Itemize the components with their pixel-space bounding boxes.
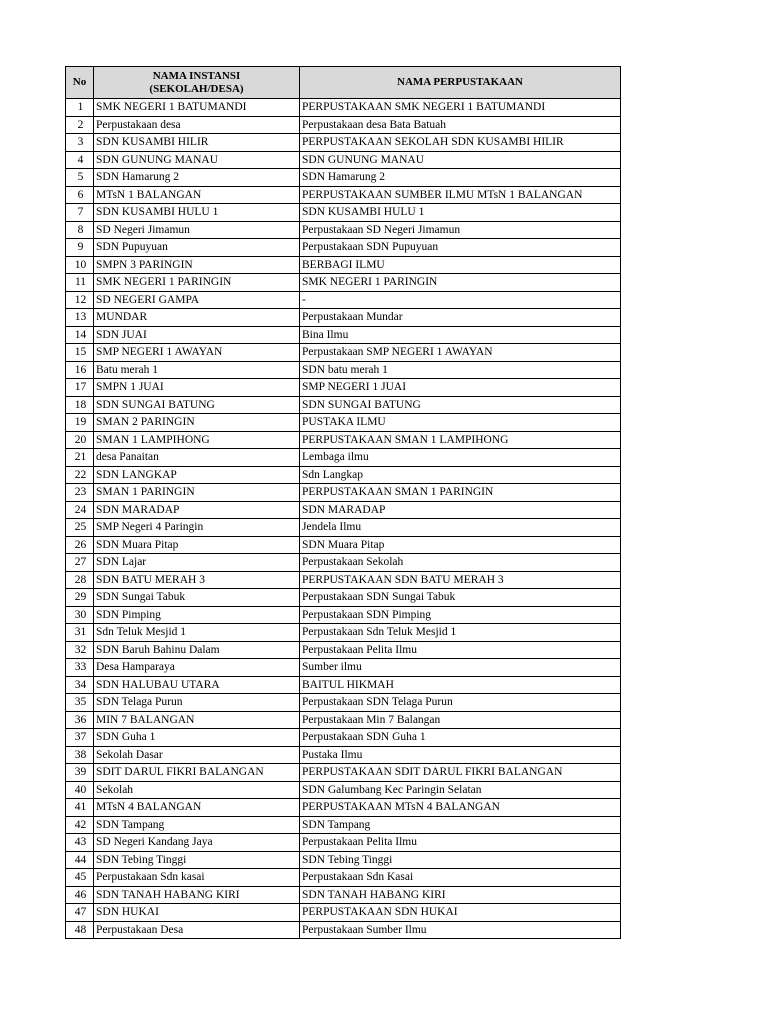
row-number: 22 <box>66 466 94 484</box>
table-row <box>66 309 621 327</box>
header-library: NAMA PERPUSTAKAAN <box>300 67 621 99</box>
institution-cell: SD Negeri Jimamun <box>94 221 300 239</box>
table-row <box>66 834 621 852</box>
library-cell: BERBAGI ILMU <box>300 256 621 274</box>
institution-cell: SDN HUKAI <box>94 904 300 922</box>
table-row <box>66 641 621 659</box>
institution-cell: SDN TANAH HABANG KIRI <box>94 886 300 904</box>
institution-cell: SDN Telaga Purun <box>94 694 300 712</box>
institution-cell: Sekolah Dasar <box>94 746 300 764</box>
institution-cell: SMAN 2 PARINGIN <box>94 414 300 432</box>
library-cell: PERPUSTAKAAN SUMBER ILMU MTsN 1 BALANGAN <box>300 186 621 204</box>
table-row <box>66 606 621 624</box>
institution-cell: SMK NEGERI 1 BATUMANDI <box>94 99 300 117</box>
table-row <box>66 396 621 414</box>
institution-cell: SMAN 1 LAMPIHONG <box>94 431 300 449</box>
table-row <box>66 414 621 432</box>
library-cell: Sumber ilmu <box>300 659 621 677</box>
table-row <box>66 711 621 729</box>
library-cell: Perpustakaan Pelita Ilmu <box>300 641 621 659</box>
table-row <box>66 554 621 572</box>
library-cell: PERPUSTAKAAN SEKOLAH SDN KUSAMBI HILIR <box>300 134 621 152</box>
table-row <box>66 256 621 274</box>
institution-cell: SMAN 1 PARINGIN <box>94 484 300 502</box>
header-institution-line2: (SEKOLAH/DESA) <box>149 82 244 95</box>
institution-cell: SDIT DARUL FIKRI BALANGAN <box>94 764 300 782</box>
library-cell: PERPUSTAKAAN SMAN 1 PARINGIN <box>300 484 621 502</box>
table-row <box>66 676 621 694</box>
table-row <box>66 886 621 904</box>
row-number: 39 <box>66 764 94 782</box>
table-row <box>66 799 621 817</box>
table-row <box>66 99 621 117</box>
library-cell: PERPUSTAKAAN MTsN 4 BALANGAN <box>300 799 621 817</box>
library-cell: Perpustakaan Sdn Kasai <box>300 869 621 887</box>
row-number: 40 <box>66 781 94 799</box>
institution-cell: SDN Baruh Bahinu Dalam <box>94 641 300 659</box>
row-number: 25 <box>66 519 94 537</box>
row-number: 3 <box>66 134 94 152</box>
library-cell: Perpustakaan SDN Pupuyuan <box>300 239 621 257</box>
row-number: 4 <box>66 151 94 169</box>
table-row <box>66 589 621 607</box>
row-number: 45 <box>66 869 94 887</box>
table-row <box>66 501 621 519</box>
table-row <box>66 134 621 152</box>
table-row <box>66 851 621 869</box>
row-number: 36 <box>66 711 94 729</box>
institution-cell: SDN KUSAMBI HILIR <box>94 134 300 152</box>
institution-cell: desa Panaitan <box>94 449 300 467</box>
table-row <box>66 116 621 134</box>
header-row <box>66 67 621 99</box>
table-row <box>66 169 621 187</box>
row-number: 46 <box>66 886 94 904</box>
library-cell: PERPUSTAKAAN SDIT DARUL FIKRI BALANGAN <box>300 764 621 782</box>
library-cell: SDN Tebing Tinggi <box>300 851 621 869</box>
institution-cell: SDN Lajar <box>94 554 300 572</box>
institution-cell: SMP Negeri 4 Paringin <box>94 519 300 537</box>
institution-cell: SDN KUSAMBI HULU 1 <box>94 204 300 222</box>
table-body <box>66 99 621 939</box>
library-cell: Perpustakaan Sekolah <box>300 554 621 572</box>
table-row <box>66 904 621 922</box>
library-cell: SDN Tampang <box>300 816 621 834</box>
institution-cell: SDN HALUBAU UTARA <box>94 676 300 694</box>
institution-cell: SMP NEGERI 1 AWAYAN <box>94 344 300 362</box>
library-cell: Perpustakaan SD Negeri Jimamun <box>300 221 621 239</box>
institution-cell: Perpustakaan Sdn kasai <box>94 869 300 887</box>
row-number: 33 <box>66 659 94 677</box>
table-row <box>66 344 621 362</box>
library-cell: SDN TANAH HABANG KIRI <box>300 886 621 904</box>
table-row <box>66 729 621 747</box>
library-cell: SDN MARADAP <box>300 501 621 519</box>
library-cell: PERPUSTAKAAN SDN HUKAI <box>300 904 621 922</box>
table-row <box>66 536 621 554</box>
library-cell: SDN Galumbang Kec Paringin Selatan <box>300 781 621 799</box>
table-row <box>66 466 621 484</box>
table-row <box>66 186 621 204</box>
row-number: 31 <box>66 624 94 642</box>
library-table <box>65 66 621 939</box>
row-number: 7 <box>66 204 94 222</box>
library-cell: Perpustakaan Sumber Ilmu <box>300 921 621 939</box>
row-number: 14 <box>66 326 94 344</box>
institution-cell: SDN Guha 1 <box>94 729 300 747</box>
header-institution-line1: NAMA INSTANSI <box>152 69 241 82</box>
row-number: 28 <box>66 571 94 589</box>
table-row <box>66 694 621 712</box>
institution-cell: MTsN 4 BALANGAN <box>94 799 300 817</box>
institution-cell: SDN Pupuyuan <box>94 239 300 257</box>
library-cell: BAITUL HIKMAH <box>300 676 621 694</box>
row-number: 19 <box>66 414 94 432</box>
institution-cell: Sekolah <box>94 781 300 799</box>
library-cell: Perpustakaan Sdn Teluk Mesjid 1 <box>300 624 621 642</box>
institution-cell: SDN Sungai Tabuk <box>94 589 300 607</box>
institution-cell: Perpustakaan desa <box>94 116 300 134</box>
row-number: 27 <box>66 554 94 572</box>
table-row <box>66 484 621 502</box>
institution-cell: SDN Tampang <box>94 816 300 834</box>
row-number: 23 <box>66 484 94 502</box>
institution-cell: SDN JUAI <box>94 326 300 344</box>
library-cell: - <box>300 291 621 309</box>
institution-cell: Perpustakaan Desa <box>94 921 300 939</box>
institution-cell: SDN SUNGAI BATUNG <box>94 396 300 414</box>
table-row <box>66 326 621 344</box>
row-number: 42 <box>66 816 94 834</box>
library-cell: SDN KUSAMBI HULU 1 <box>300 204 621 222</box>
institution-cell: MIN 7 BALANGAN <box>94 711 300 729</box>
library-cell: PUSTAKA ILMU <box>300 414 621 432</box>
library-cell: SDN batu merah 1 <box>300 361 621 379</box>
row-number: 24 <box>66 501 94 519</box>
library-cell: SMP NEGERI 1 JUAI <box>300 379 621 397</box>
table-row <box>66 361 621 379</box>
row-number: 43 <box>66 834 94 852</box>
institution-cell: SMPN 1 JUAI <box>94 379 300 397</box>
row-number: 37 <box>66 729 94 747</box>
row-number: 34 <box>66 676 94 694</box>
library-cell: Perpustakaan SDN Telaga Purun <box>300 694 621 712</box>
institution-cell: SDN MARADAP <box>94 501 300 519</box>
header-institution <box>94 67 300 99</box>
row-number: 35 <box>66 694 94 712</box>
row-number: 5 <box>66 169 94 187</box>
row-number: 21 <box>66 449 94 467</box>
row-number: 38 <box>66 746 94 764</box>
institution-cell: SMK NEGERI 1 PARINGIN <box>94 274 300 292</box>
table-row <box>66 204 621 222</box>
row-number: 30 <box>66 606 94 624</box>
library-cell: SMK NEGERI 1 PARINGIN <box>300 274 621 292</box>
library-cell: Sdn Langkap <box>300 466 621 484</box>
library-cell: SDN Muara Pitap <box>300 536 621 554</box>
library-cell: SDN Hamarung 2 <box>300 169 621 187</box>
row-number: 47 <box>66 904 94 922</box>
library-cell: Perpustakaan SMP NEGERI 1 AWAYAN <box>300 344 621 362</box>
table-row <box>66 764 621 782</box>
institution-cell: SDN Muara Pitap <box>94 536 300 554</box>
row-number: 11 <box>66 274 94 292</box>
table-row <box>66 869 621 887</box>
table-row <box>66 431 621 449</box>
institution-cell: SD Negeri Kandang Jaya <box>94 834 300 852</box>
library-cell: PERPUSTAKAAN SMK NEGERI 1 BATUMANDI <box>300 99 621 117</box>
table-row <box>66 659 621 677</box>
library-cell: Perpustakaan SDN Sungai Tabuk <box>300 589 621 607</box>
row-number: 13 <box>66 309 94 327</box>
table-row <box>66 781 621 799</box>
table-row <box>66 816 621 834</box>
table-row <box>66 571 621 589</box>
header-no: No <box>66 67 94 99</box>
row-number: 8 <box>66 221 94 239</box>
row-number: 48 <box>66 921 94 939</box>
row-number: 32 <box>66 641 94 659</box>
row-number: 2 <box>66 116 94 134</box>
library-cell: PERPUSTAKAAN SDN BATU MERAH 3 <box>300 571 621 589</box>
library-cell: Perpustakaan desa Bata Batuah <box>300 116 621 134</box>
row-number: 41 <box>66 799 94 817</box>
row-number: 16 <box>66 361 94 379</box>
row-number: 44 <box>66 851 94 869</box>
table-row <box>66 291 621 309</box>
institution-cell: SDN Pimping <box>94 606 300 624</box>
library-cell: Jendela Ilmu <box>300 519 621 537</box>
institution-cell: SMPN 3 PARINGIN <box>94 256 300 274</box>
library-cell: Perpustakaan SDN Guha 1 <box>300 729 621 747</box>
table-row <box>66 449 621 467</box>
row-number: 17 <box>66 379 94 397</box>
row-number: 9 <box>66 239 94 257</box>
library-cell: Bina Ilmu <box>300 326 621 344</box>
row-number: 1 <box>66 99 94 117</box>
library-cell: SDN GUNUNG MANAU <box>300 151 621 169</box>
row-number: 6 <box>66 186 94 204</box>
table-row <box>66 379 621 397</box>
table-row <box>66 519 621 537</box>
institution-cell: MTsN 1 BALANGAN <box>94 186 300 204</box>
table-row <box>66 921 621 939</box>
row-number: 15 <box>66 344 94 362</box>
row-number: 20 <box>66 431 94 449</box>
institution-cell: MUNDAR <box>94 309 300 327</box>
library-cell: Pustaka Ilmu <box>300 746 621 764</box>
table-row <box>66 274 621 292</box>
library-cell: Lembaga ilmu <box>300 449 621 467</box>
institution-cell: SDN LANGKAP <box>94 466 300 484</box>
row-number: 18 <box>66 396 94 414</box>
table-row <box>66 151 621 169</box>
institution-cell: Batu merah 1 <box>94 361 300 379</box>
library-cell: PERPUSTAKAAN SMAN 1 LAMPIHONG <box>300 431 621 449</box>
library-cell: Perpustakaan Pelita Ilmu <box>300 834 621 852</box>
institution-cell: SDN Tebing Tinggi <box>94 851 300 869</box>
row-number: 29 <box>66 589 94 607</box>
institution-cell: SD NEGERI GAMPA <box>94 291 300 309</box>
table-row <box>66 239 621 257</box>
table-row <box>66 624 621 642</box>
library-cell: Perpustakaan Mundar <box>300 309 621 327</box>
library-cell: SDN SUNGAI BATUNG <box>300 396 621 414</box>
institution-cell: Sdn Teluk Mesjid 1 <box>94 624 300 642</box>
row-number: 12 <box>66 291 94 309</box>
table-row <box>66 221 621 239</box>
institution-cell: SDN GUNUNG MANAU <box>94 151 300 169</box>
institution-cell: SDN BATU MERAH 3 <box>94 571 300 589</box>
library-cell: Perpustakaan SDN Pimping <box>300 606 621 624</box>
library-cell: Perpustakaan Min 7 Balangan <box>300 711 621 729</box>
institution-cell: SDN Hamarung 2 <box>94 169 300 187</box>
institution-cell: Desa Hamparaya <box>94 659 300 677</box>
row-number: 10 <box>66 256 94 274</box>
table-row <box>66 746 621 764</box>
row-number: 26 <box>66 536 94 554</box>
